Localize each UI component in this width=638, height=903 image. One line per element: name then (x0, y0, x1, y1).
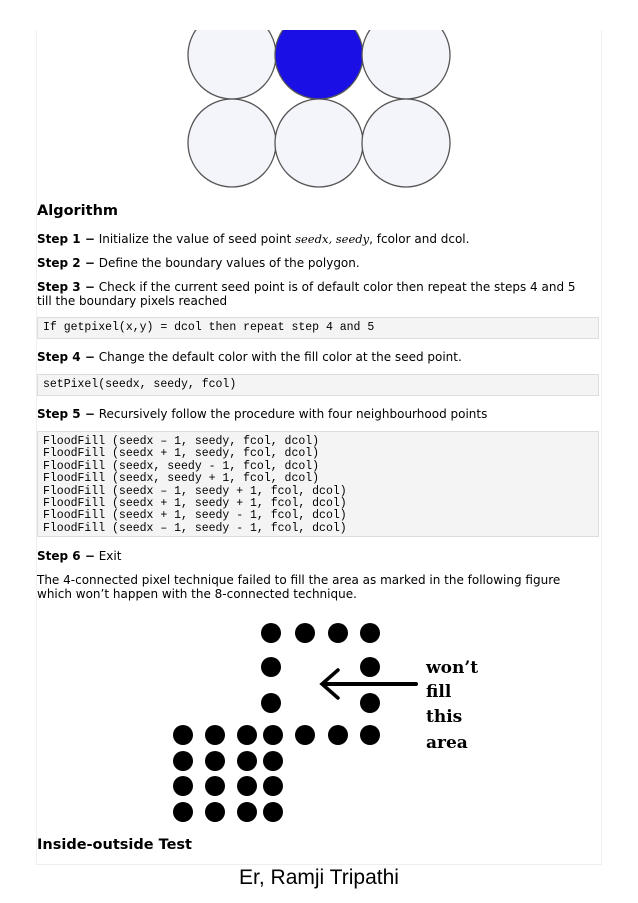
code-line: FloodFill (seedx, seedy - 1, fcol, dcol) (43, 459, 320, 473)
step-2-text: Define the boundary values of the polygon. (98, 256, 360, 270)
footer-author: Er, Ramji Tripathi (239, 866, 399, 889)
step-1 (37, 232, 597, 246)
code-line: FloodFill (seedx – 1, seedy, fcol, dcol) (43, 435, 320, 448)
step-5-text: Recursively follow the procedure with four neighbourhood points (98, 407, 488, 421)
code-line: FloodFill (seedx – 1, seedy - 1, fcol, dcol) (43, 521, 347, 535)
code-line: FloodFill (seedx – 1, seedy + 1, fcol, dcol) (43, 484, 347, 498)
figure-label-wont: won’t (426, 658, 479, 678)
inside-outside-heading: Inside-outside Test (37, 837, 192, 853)
step-4-label: Step 4 − (37, 350, 95, 364)
pixel-circle (188, 99, 276, 187)
pixel-dots (173, 623, 380, 822)
step-6-text: Exit (98, 549, 122, 563)
step-1-label: Step 1 − (37, 232, 95, 246)
step-5 (37, 407, 597, 421)
pixel-circle (275, 99, 363, 187)
code-line: FloodFill (seedx + 1, seedy + 1, fcol, dcol) (43, 497, 347, 511)
step-4 (37, 350, 597, 364)
step-3 (37, 280, 592, 308)
pixel-grid-figure (187, 30, 452, 190)
figure-label-area: area (426, 733, 468, 753)
seed-pixel-circle (275, 30, 363, 99)
step-1-text-a: Initialize the value of seed point (98, 232, 296, 246)
step-2-label: Step 2 − (37, 256, 95, 270)
step-3-text: Check if the current seed point is of default color then repeat the steps 4 and 5 till the boundary pixels reached (37, 280, 576, 308)
code-line: FloodFill (seedx + 1, seedy - 1, fcol, dcol) (43, 509, 347, 523)
code-line: setPixel(seedx, seedy, fcol) (43, 378, 237, 391)
code-block-2 (37, 374, 599, 396)
code-line: FloodFill (seedx, seedy + 1, fcol, dcol) (43, 472, 320, 486)
pixel-circle (362, 30, 450, 99)
step-6 (37, 549, 597, 563)
seed-point: seedx, seedy (295, 232, 370, 246)
step-4-text: Change the default color with the fill color at the seed point. (98, 350, 462, 364)
step-1-text-b: , fcolor and dcol. (369, 232, 470, 246)
algorithm-heading: Algorithm (37, 203, 119, 219)
step-2 (37, 256, 597, 270)
step-6-label: Step 6 − (37, 549, 95, 563)
figure-label-this: this (426, 707, 463, 727)
four-connected-figure (160, 614, 480, 829)
code-line: If getpixel(x,y) = dcol then repeat step 4 and 5 (43, 321, 375, 334)
code-block-3 (37, 431, 599, 537)
code-line: FloodFill (seedx + 1, seedy, fcol, dcol) (43, 447, 320, 461)
connectivity-paragraph: The 4-connected pixel technique failed to fill the area as marked in the following figure which won’t happen with the 8-connected technique. (37, 573, 561, 601)
pixel-circle (188, 30, 276, 99)
pixel-circle (362, 99, 450, 187)
code-block-1 (37, 317, 599, 339)
figure-label-fill: fill (426, 682, 452, 702)
step-5-label: Step 5 − (37, 407, 95, 421)
step-3-label: Step 3 − (37, 280, 95, 294)
